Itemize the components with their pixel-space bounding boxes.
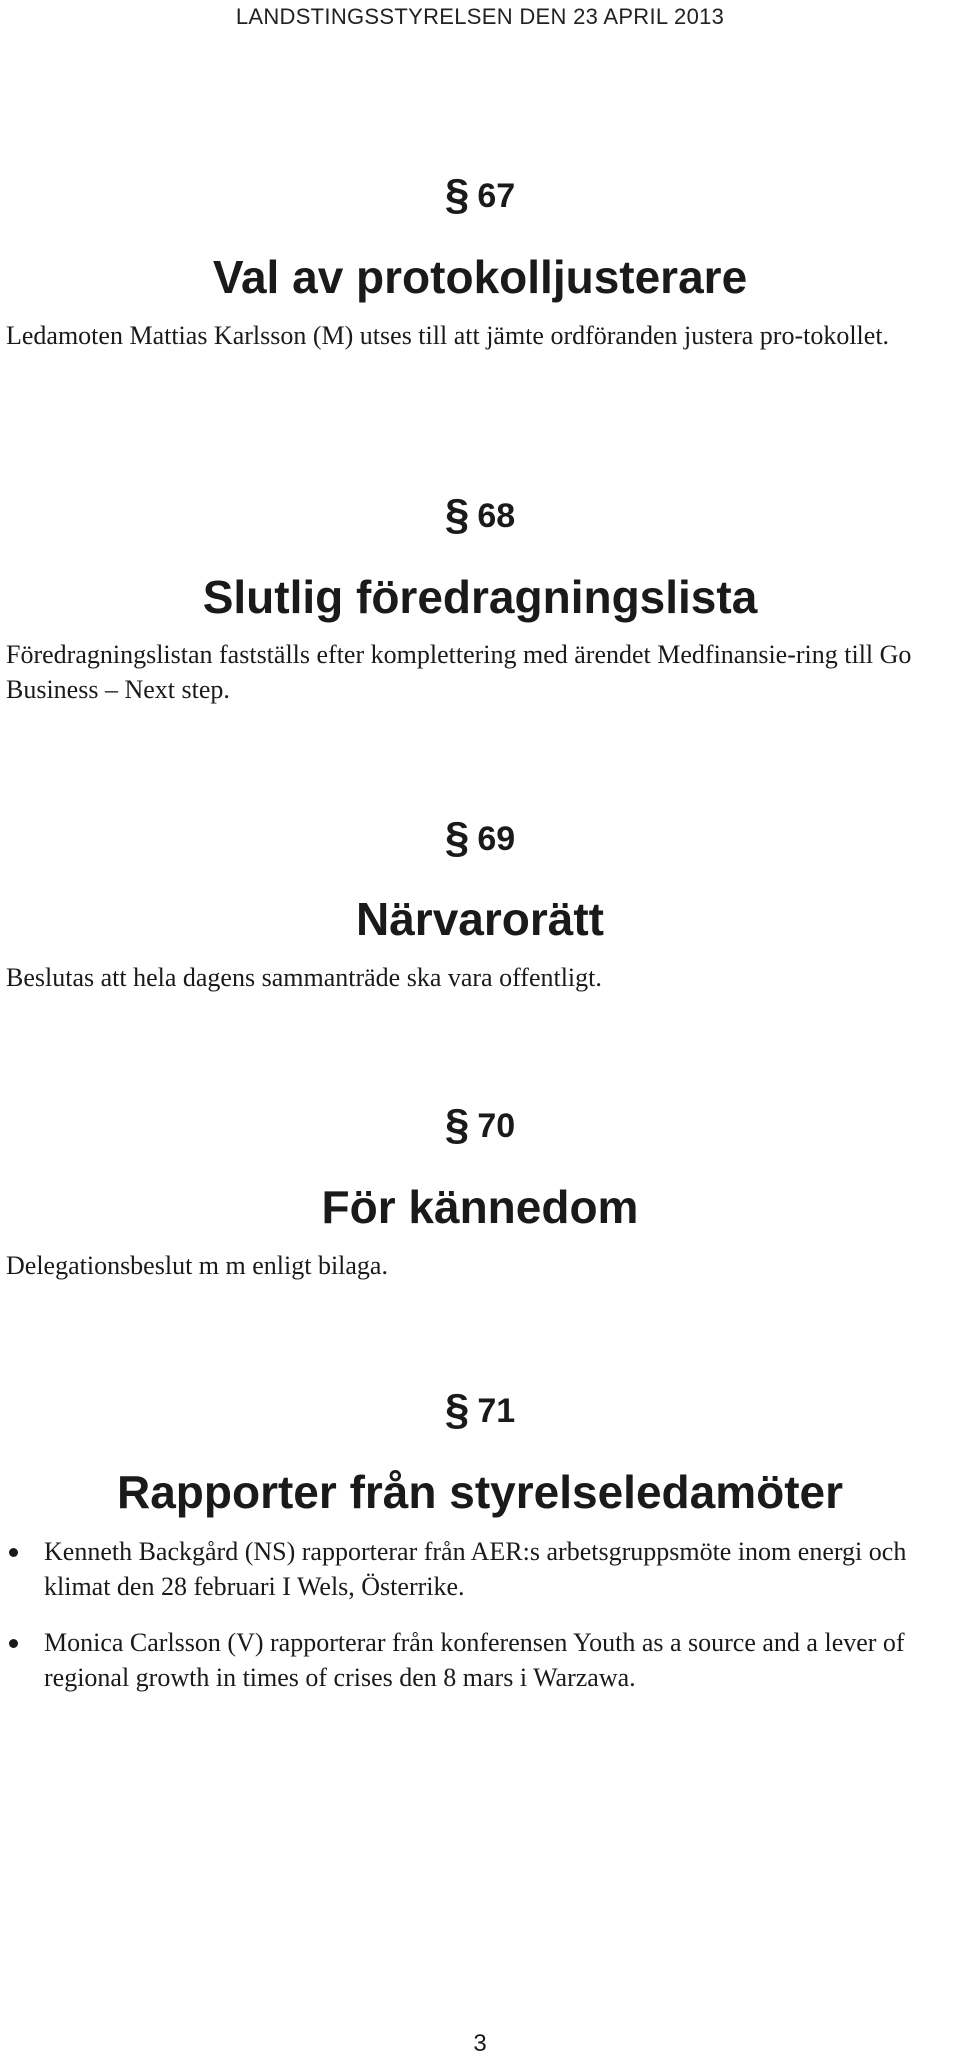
list-item <box>0 1625 950 1695</box>
section-67-number <box>0 170 960 220</box>
section-69-title: Närvarorätt <box>356 893 604 945</box>
section-69-text: Beslutas att hela dagens sammanträde ska vara offentligt. <box>6 963 602 992</box>
bullet-icon <box>9 1548 18 1557</box>
section-number-value: 71 <box>477 1392 516 1430</box>
section-68-number <box>0 490 960 540</box>
section-67-text: Ledamoten Mattias Karlsson (M) utses till att jämte ordföranden justera pro-tokollet. <box>6 321 890 350</box>
section-68-text: Föredragningslistan fastställs efter komplettering med ärendet Medfinansie-ring till Go Business – Next step. <box>6 640 912 704</box>
section-symbol: § <box>444 170 470 219</box>
section-symbol: § <box>444 813 470 862</box>
section-number-value: 69 <box>477 820 516 858</box>
list-item <box>0 1534 950 1604</box>
section-symbol: § <box>444 1100 470 1149</box>
section-symbol: § <box>444 490 470 539</box>
section-symbol: § <box>444 1385 470 1434</box>
section-68-title: Slutlig föredragningslista <box>202 571 758 623</box>
section-70-text: Delegationsbeslut m m enligt bilaga. <box>6 1251 388 1280</box>
section-number-value: 70 <box>477 1107 516 1145</box>
page-number: 3 <box>473 2030 487 2057</box>
section-71-bullet-list <box>0 1534 950 1716</box>
section-71-number <box>0 1385 960 1435</box>
section-69-number <box>0 813 960 863</box>
section-number-value: 68 <box>477 497 516 535</box>
section-67-title: Val av protokolljusterare <box>212 251 748 303</box>
section-number-value: 67 <box>477 177 516 215</box>
section-70-title: För kännedom <box>321 1181 639 1233</box>
bullet-icon <box>9 1639 18 1648</box>
list-item-text: Kenneth Backgård (NS) rapporterar från AER:s arbetsgruppsmöte inom energi och klimat den 28 februari I Wels, Österrike. <box>44 1537 907 1601</box>
section-71-title: Rapporter från styrelseledamöter <box>116 1466 844 1518</box>
list-item-text: Monica Carlsson (V) rapporterar från konferensen Youth as a source and a lever of regional growth in times of crises den 8 mars i Warzawa. <box>44 1628 905 1692</box>
section-70-number <box>0 1100 960 1150</box>
document-header: LANDSTINGSSTYRELSEN DEN 23 APRIL 2013 <box>235 4 725 29</box>
